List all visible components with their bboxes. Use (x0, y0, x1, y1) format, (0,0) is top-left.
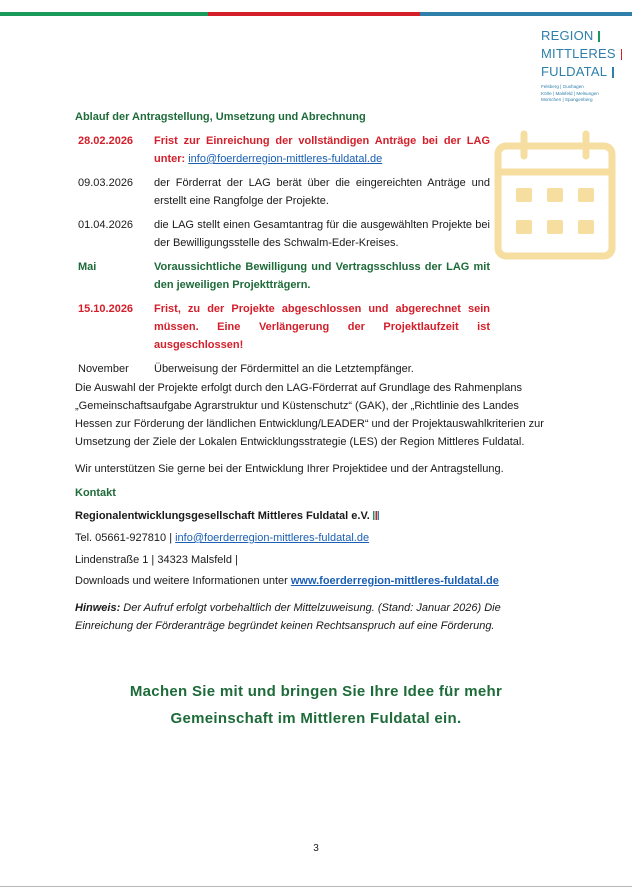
schedule-text: Frist zur Einreichung der vollständigen Anträge bei der LAG unter: info@foerderregion-mittleres-fuldatal.de (154, 135, 490, 165)
logo-bar-blue (612, 67, 614, 78)
schedule-heading: Ablauf der Antragstellung, Umsetzung und Abrechnung (75, 111, 366, 123)
schedule-date: 01.04.2026 (78, 219, 134, 231)
calendar-icon (490, 128, 620, 268)
schedule-date: 09.03.2026 (78, 177, 134, 189)
note-label: Hinweis: (75, 602, 121, 614)
schedule-row-payout (78, 360, 490, 378)
contact-label: Kontakt (75, 487, 116, 499)
support-paragraph: Wir unterstützen Sie gerne bei der Entwicklung Ihrer Projektidee und der Antragstellung. (75, 463, 504, 475)
schedule-text: Voraussichtliche Bewilligung und Vertragsschluss der LAG mit den jeweiligen Projektträgern. (154, 261, 490, 291)
top-color-bar (0, 12, 632, 16)
top-bar-red (208, 12, 420, 16)
logo-line-2: MITTLERES (541, 46, 616, 61)
page-number: 3 (313, 843, 319, 854)
contact-address: Lindenstraße 1 | 34323 Malsfeld | (75, 554, 238, 566)
email-link[interactable]: info@foerderregion-mittleres-fuldatal.de (188, 153, 383, 165)
slogan: Machen Sie mit und bringen Sie Ihre Idee für mehr Gemeinschaft im Mittleren Fuldatal ein. (129, 683, 503, 727)
selection-paragraph: Die Auswahl der Projekte erfolgt durch den LAG-Förderrat auf Grundlage des Rahmenplans „Gemeinschaftsaufgabe Agrarstruktur und Küstenschutz“ (GAK), der „Richtlinie des Landes Hessen zur Förderung der ländlichen Entwicklung/LEADER“ und der Projektauswahlkriterien zur Umsetzung der Ziele der Lokalen Entwicklungsstrategie (LES) der Region Mittleres Fuldatal. (75, 382, 544, 448)
schedule-row-overall-application (78, 216, 490, 252)
schedule-text: die LAG stellt einen Gesamtantrag für die ausgewählten Projekte bei der Bewilligungsstelle des Schwalm-Eder-Kreises. (154, 219, 490, 249)
note-paragraph: Hinweis: Der Aufruf erfolgt vorbehaltlich der Mittelzuweisung. (Stand: Januar 2026) Die Einreichung der Förderanträge begründet keinen Rechtsanspruch auf eine Förderung. (75, 602, 501, 632)
logo-line-3: FULDATAL (541, 63, 621, 81)
top-bar-blue (420, 12, 632, 16)
logo-towns: Felsberg | Guxhagen Körle | Malsfeld | Melsungen Morschen | Spangenberg (541, 84, 599, 102)
bottom-rule (0, 886, 632, 887)
schedule-row-submission-deadline (78, 132, 490, 168)
schedule-row-approval (78, 258, 490, 294)
schedule-text: Überweisung der Fördermittel an die Letztempfänger. (154, 363, 414, 375)
region-logo (541, 27, 621, 104)
schedule-list (78, 132, 490, 384)
schedule-row-council-review (78, 174, 490, 210)
schedule-date: 15.10.2026 (78, 303, 134, 315)
schedule-date: Mai (78, 261, 97, 273)
contact-email-link[interactable]: info@foerderregion-mittleres-fuldatal.de (175, 532, 370, 544)
top-bar-green (0, 12, 208, 16)
logo-line-1: REGION (541, 27, 621, 45)
schedule-text: der Förderrat der LAG berät über die eingereichten Anträge und erstellt eine Rangfolge der Projekte. (154, 177, 490, 207)
schedule-date: November (78, 363, 129, 375)
website-link[interactable]: www.foerderregion-mittleres-fuldatal.de (290, 575, 499, 587)
logo-bar-green (598, 31, 600, 42)
contact-org: Regionalentwicklungsgesellschaft Mittleres Fuldatal e.V. (75, 507, 555, 525)
schedule-date: 28.02.2026 (78, 135, 134, 147)
contact-phone-line: Tel. 05661-927810 | info@foerderregion-mittleres-fuldatal.de (75, 532, 370, 544)
schedule-row-completion-deadline (78, 300, 490, 354)
schedule-text: Frist, zu der Projekte abgeschlossen und abgerechnet sein müssen. Eine Verlängerung der Projektlaufzeit ist ausgeschlossen! (154, 303, 490, 351)
org-color-pipes (373, 511, 379, 520)
downloads-line: Downloads und weitere Informationen unter www.foerderregion-mittleres-fuldatal.de (75, 575, 499, 587)
